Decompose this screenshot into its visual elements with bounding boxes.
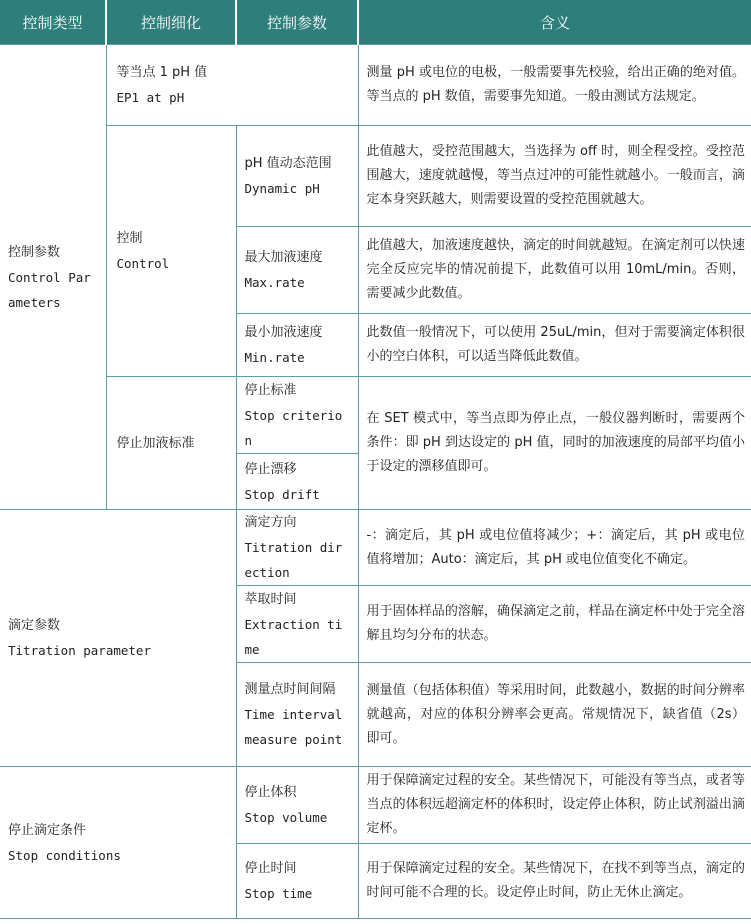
desc-stop-adding: 在 SET 模式中，等当点即为停止点，一般仪器判断时，需要两个条件：即 pH 到达设定的 pH 值，同时的加液速度的局部平均值小于设定的漂移值即可。 [358,377,751,510]
table-row [0,126,751,227]
table-header-row [0,0,751,45]
header-control-detail: 控制细化 [106,0,236,45]
table-row [0,510,751,586]
param-stop-time: 停止时间 Stop time [236,844,358,919]
desc-min-rate: 此数值一般情况下，可以使用 25uL/min，但对于需要滴定体积很小的空白体积，可以适当降低此数值。 [358,314,751,377]
desc-max-rate: 此值越大，加液速度越快，滴定的时间就越短。在滴定剂可以快速完全反应完毕的情况前提下，此数值可以用 10mL/min。否则，需要减少此数值。 [358,227,751,314]
param-min-rate: 最小加液速度 Min.rate [236,314,358,377]
param-stop-drift: 停止漂移 Stop drift [236,454,358,510]
desc-ep1: 测量 pH 或电位的电极，一般需要事先校验，给出正确的绝对值。等当点的 pH 数值，需要事先知道。一般由测试方法规定。 [358,45,751,126]
table-row [0,767,751,844]
group-stop-conditions: 停止滴定条件 Stop conditions [0,767,236,919]
param-ep1: 等当点 1 pH 值 EP1 at pH [106,45,358,126]
desc-titration-direction: -：滴定后，其 pH 或电位值将减少；+：滴定后，其 pH 或电位值将增加；Auto：滴定后，其 pH 或电位值变化不确定。 [358,510,751,586]
header-meaning: 含义 [358,0,751,45]
desc-extraction-time: 用于固体样品的溶解，确保滴定之前，样品在滴定杯中处于完全溶解且均匀分布的状态。 [358,586,751,663]
desc-stop-time: 用于保障滴定过程的安全。某些情况下，在找不到等当点，滴定的时间可能不合理的长。设定停止时间，防止无休止滴定。 [358,844,751,919]
desc-time-interval: 测量值（包括体积值）等采用时间，此数越小，数据的时间分辨率就越高，对应的体积分辨率会更高。常规情况下，缺省值（2s）即可。 [358,663,751,767]
table-row [0,377,751,454]
param-max-rate: 最大加液速度 Max.rate [236,227,358,314]
header-control-parameter: 控制参数 [236,0,358,45]
group-control-parameters: 控制参数 Control Parameters [0,45,106,510]
param-stop-volume: 停止体积 Stop volume [236,767,358,844]
detail-stop-adding: 停止加液标准 [106,377,236,510]
group-titration-parameter: 滴定参数 Titration parameter [0,510,236,767]
param-time-interval: 测量点时间间隔 Time interval measure point [236,663,358,767]
desc-dynamic-ph: 此值越大，受控范围越大，当选择为 off 时，则全程受控。受控范围越大，速度就越慢，等当点过冲的可能性就越小。一般而言，滴定本身突跃越大，则需要设置的受控范围就越大。 [358,126,751,227]
desc-stop-volume: 用于保障滴定过程的安全。某些情况下，可能没有等当点，或者等当点的体积远超滴定杯的体积时，设定停止体积，防止试剂溢出滴定杯。 [358,767,751,844]
param-stop-criterion: 停止标准 Stop criterion [236,377,358,454]
detail-control: 控制 Control [106,126,236,377]
table-row [0,45,751,126]
header-control-type: 控制类型 [0,0,106,45]
param-dynamic-ph: pH 值动态范围 Dynamic pH [236,126,358,227]
param-titration-direction: 滴定方向 Titration direction [236,510,358,586]
param-extraction-time: 萃取时间 Extraction time [236,586,358,663]
